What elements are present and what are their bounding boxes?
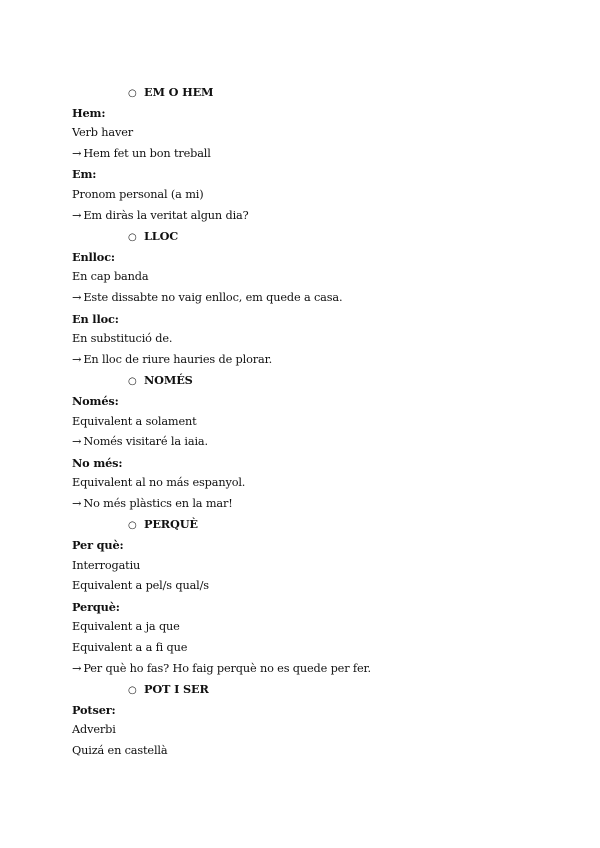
definition-text: Equivalent a ja que	[72, 620, 180, 634]
definition-text: Interrogatiu	[72, 558, 141, 572]
right-arrow-icon: →	[72, 208, 82, 222]
term-label: Perquè:	[72, 599, 120, 614]
section-heading: ○ PERQUÈ	[72, 514, 542, 535]
example-line: → Només visitaré la iaia.	[72, 432, 542, 453]
right-arrow-icon: →	[72, 352, 82, 366]
definition-text: En cap banda	[72, 270, 149, 284]
definition-text: Adverbi	[72, 723, 116, 737]
term-label: Em:	[72, 167, 97, 182]
hollow-circle-bullet-icon: ○	[128, 88, 137, 99]
definition-text: Equivalent al no más espanyol.	[72, 476, 246, 490]
definition-text: En substitució de.	[72, 332, 173, 346]
section-heading: ○ LLOC	[72, 226, 542, 247]
term-label: Potser:	[72, 702, 116, 717]
section-heading: ○ EM O HEM	[72, 82, 542, 103]
definition-text: Quizá en castellà	[72, 744, 168, 757]
example-line: → Per què ho fas? Ho faig perquè no es quede per fer.	[72, 659, 542, 680]
section-heading: ○ NOMÉS	[72, 370, 542, 391]
right-arrow-icon: →	[72, 435, 82, 449]
hollow-circle-bullet-icon: ○	[128, 685, 137, 697]
term-label: En lloc:	[72, 311, 119, 326]
right-arrow-icon: →	[72, 290, 82, 304]
definition-text: Verb haver	[72, 126, 134, 140]
term-label: Enlloc:	[72, 249, 115, 264]
document-page	[72, 82, 542, 762]
example-line: → En lloc de riure hauries de plorar.	[72, 350, 542, 371]
example-line: → No més plàstics en la mar!	[72, 494, 542, 515]
example-line: → Em diràs la veritat algun dia?	[72, 206, 542, 227]
definition-text: Equivalent a solament	[72, 414, 197, 428]
right-arrow-icon: →	[72, 496, 82, 510]
right-arrow-icon: →	[72, 146, 82, 160]
hollow-circle-bullet-icon: ○	[128, 232, 137, 244]
term-label: Hem:	[72, 105, 106, 120]
example-line: → Este dissabte no vaig enlloc, em quede a casa.	[72, 288, 542, 309]
section-heading: ○ POT I SER	[72, 679, 542, 700]
term-label: Per què:	[72, 538, 124, 553]
hollow-circle-bullet-icon: ○	[128, 376, 137, 388]
definition-text: Pronom personal (a mi)	[72, 187, 204, 201]
definition-text: Equivalent a pel/s qual/s	[72, 579, 209, 593]
term-label: Només:	[72, 393, 119, 408]
term-label: No més:	[72, 455, 123, 470]
hollow-circle-bullet-icon: ○	[128, 520, 137, 532]
right-arrow-icon: →	[72, 661, 82, 675]
definition-text: Equivalent a a fi que	[72, 641, 188, 655]
example-line: → Hem fet un bon treball	[72, 144, 542, 165]
